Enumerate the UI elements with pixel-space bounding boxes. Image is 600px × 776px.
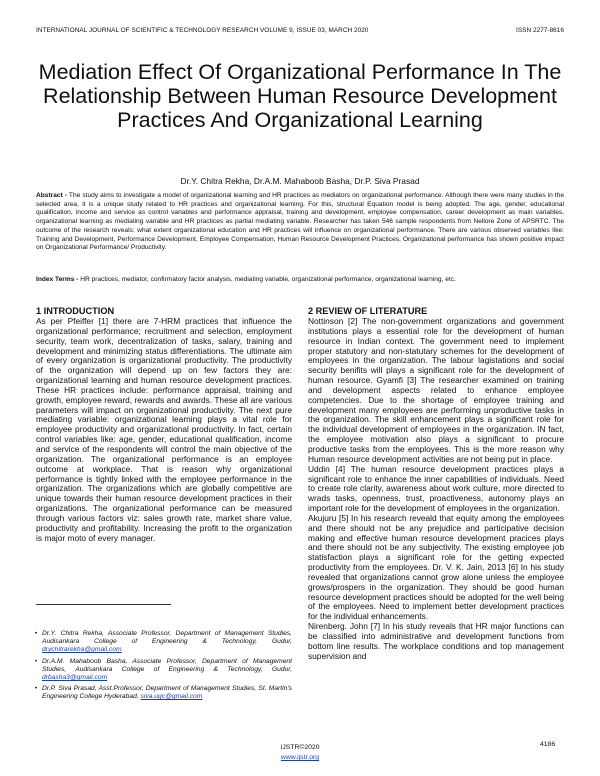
review-paragraph: Akujuru [5] In his research reveald that equity among the employees and there should not be any prejudice and participative decision making and effective human resource development pracices plays and there should not be any subjectivity. The existing employee job statisfaction plays a significant role for the getting expected productivity from the employees. Dr. V. K. Jain, 2013 [6] In his study revealed that organizations cannot grow alone unless the employee grows/prospers in the organization. They should be good human resource development practices should be adopted for the well being of the employees. Need to implement better development practices for the individual enhancements. xyxy=(308,512,564,622)
index-terms xyxy=(36,276,564,285)
affiliation-item xyxy=(30,630,292,655)
section-heading-review: 2 REVIEW OF LITERATURE xyxy=(308,306,428,316)
issn: ISSN 2277-8616 xyxy=(516,27,564,34)
email-link[interactable]: drbasha3@gmail.com xyxy=(42,674,108,682)
section-heading-introduction: 1 INTRODUCTION xyxy=(36,306,115,316)
index-terms-text: HR practices, mediator, confirmatory factor analysis, mediating variable, organizational performance, organizational learning, etc. xyxy=(78,276,456,283)
journal-header xyxy=(36,27,564,34)
affiliation-text: Dr.Y. Chitra Rekha, Associate Professor, Department of Management Studies, Audisankara College of Engineering & Technology, Gudur, xyxy=(42,630,292,646)
abstract xyxy=(36,192,564,253)
affiliation-text: Dr.P. Siva Prasad, Asst.Professor, Department of Management Studies, St. Martin's Engineering College Hyderabad, xyxy=(42,685,292,701)
left-column xyxy=(36,306,292,543)
affiliation-item xyxy=(30,685,292,701)
review-paragraph: Uddin [4] The human resource development practices plays a significant role to enhance the inner capabilities of individuals. Need to create role clarity, awareness about work culture, more directed to wrads tasks, openness, trust, proactiveness, autonomy plays an important role for the development of employees in the organization. xyxy=(308,463,564,514)
footer-url-link[interactable]: www.ijstr.org xyxy=(280,754,320,761)
review-paragraph: Nirenberg. John [7] In his study reveals that HR major functions can be classified into administrative and development functions from bottom line results. The workplace conditions and top management supervision and xyxy=(308,621,564,661)
paper-title: Mediation Effect Of Organizational Performance In The Relationship Between Human Resource Development Practices And Organizational Learning xyxy=(38,60,562,132)
bullet-icon: • xyxy=(34,657,38,665)
journal-name: INTERNATIONAL JOURNAL OF SCIENTIFIC & TECHNOLOGY RESEARCH VOLUME 9, ISSUE 03, MARCH 2020 xyxy=(36,27,369,34)
footer-copyright: IJSTR©2020 xyxy=(280,744,320,751)
intro-paragraph: As per Pfeiffer [1] there are 7-HRM practices that influence the organizational performance; recruitment and selection, employment security, team work, decentralization of tasks, salary, training and development and minimizing status differentiations. The ultimate aim of every organization is organizational productivity. The productivity of the organization will depend up on few factors they are: organizational learning and human resource development practices. These HR practices include: performance appraisal, training and growth, employee reward, rewards and awards. These all are various parameters will impact on organizational productivity. The next pure mediating variable: organizational learning plays a vital role for employee productivity and organizational productivity. In fact, certain control variables like: age, gender, educational qualification, income and service of the respondents will control the main objective of the organization. The organizational performance is an employee outcome at workplace. That is reason why organizational performance is tightly linked with the employee performance in the organization. The organizations which are globally competitive are unique towards their human resource development practices in their organizations. The organizational performance can be measured through various factors viz: sales growth rate, market share value, productivity and profitability. Increasing the profit to the organization is major moto of every manager. xyxy=(36,316,292,543)
abstract-text: The study aims to investigate a model of organizational learning and HR practices as mediators on organizational performance. Although there were many studies in the selected area, it is a unique study related to HR practices and organizational learning. For this, structural Equation model is being adopted. The age, gender, educational qualification, income and service as control variables and performance appraisal, training and development, employee compensation, career development as main variables, organizational learning as mediating variable and HR practices as partial mediating variable. Researcher has taken 546 sample respondents from Nellore Zone of APSRTC. The outcome of the research reveals: what extent organizational education and HR practices will influence on organizational performance. There are various observed variables like: Training and Development, Performance Development, Employee Compensation, Human Resource Development Practices, Organizational performance has shown positive impact on Organizational Performance/ Productivity. xyxy=(36,192,564,252)
abstract-label: Abstract - xyxy=(36,192,67,199)
review-paragraph: Nottinson [2] The non-government organizations and government institutions plays a essential role for the development of human resource in Indian context. The government need to implement proper statutory and non-statutary schemes for the development of employees in the organization. The labour lagistations and social security benifits will plays a significant role for the development of human resource. Gyamfi [3] The researcher examined on training and development aspects related to enhance employee competencies. Due to the shortage of employee training and development many employees are performing unproductive tasks in the organization. The skill enhancement plays a significant role for the individual development of employees in the organization. IN fact, the employee motivation also plays a significant to procure productive tasks from the employees. This is the more reason why Human resource development activities are not being put in place. xyxy=(308,316,564,464)
page-number: 4186 xyxy=(540,741,556,748)
affiliation-item xyxy=(30,658,292,683)
footnote-divider xyxy=(36,604,171,605)
email-link[interactable]: siva.ugc@gmail.com xyxy=(140,693,203,701)
affiliation-text: Dr.A.M. Mahaboob Basha, Associate Professor, Department of Management Studies, Audisankara College of Engineering & Technology, Gudur, xyxy=(42,657,292,673)
email-link[interactable]: drychitrarekha@gmail.com xyxy=(42,646,122,654)
bullet-icon: • xyxy=(34,685,38,693)
right-column xyxy=(308,306,564,662)
index-terms-label: Index Terms - xyxy=(36,276,79,283)
authors: Dr.Y. Chitra Rekha, Dr.A.M. Mahaboob Basha, Dr.P. Siva Prasad xyxy=(180,176,420,186)
bullet-icon: • xyxy=(34,630,38,637)
author-affiliations xyxy=(30,630,292,705)
